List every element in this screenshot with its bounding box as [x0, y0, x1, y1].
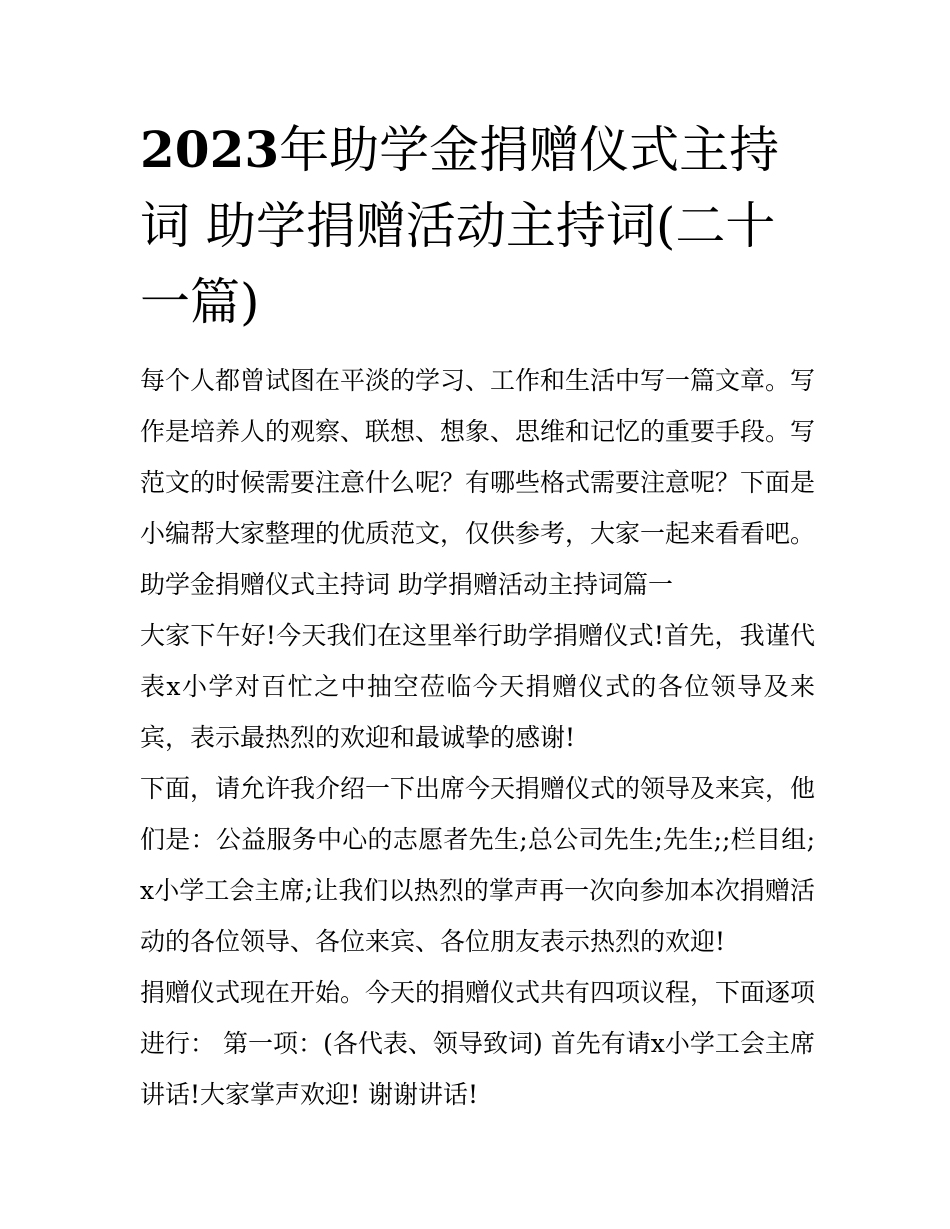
- section-heading: 助学金捐赠仪式主持词 助学捐赠活动主持词篇一: [140, 570, 673, 599]
- document-title: [140, 112, 820, 340]
- greeting-paragraph: 大家下午好!今天我们在这里举行助学捐赠仪式!首先，我谨代表x小学对百忙之中抽空莅临今天捐赠仪式的各位领导及来宾，表示最热烈的欢迎和最诚挚的感谢!: [140, 621, 815, 752]
- intro-paragraph: 每个人都曾试图在平淡的学习、工作和生活中写一篇文章。写作是培养人的观察、联想、想象、思维和记忆的重要手段。写范文的时候需要注意什么呢？有哪些格式需要注意呢？下面是小编帮大家整理的优质范文，仅供参考，大家一起来看看吧。: [140, 366, 816, 548]
- agenda-paragraph: 捐赠仪式现在开始。今天的捐赠仪式共有四项议程，下面逐项进行： 第一项：(各代表、领导致词) 首先有请x小学工会主席讲话!大家掌声欢迎! 谢谢讲话!: [140, 978, 816, 1109]
- title-year: 2023: [140, 120, 280, 179]
- document-body: [140, 355, 815, 1120]
- guests-paragraph: 下面，请允许我介绍一下出席今天捐赠仪式的领导及来宾，他们是：公益服务中心的志愿者先生;总公司先生;先生;;栏目组;x小学工会主席;让我们以热烈的掌声再一次向参加本次捐赠活动的各位领导、各位来宾、各位朋友表示热烈的欢迎!: [140, 774, 816, 956]
- title-text: 年助学金捐赠仪式主持词 助学捐赠活动主持词(二十一篇): [140, 121, 780, 331]
